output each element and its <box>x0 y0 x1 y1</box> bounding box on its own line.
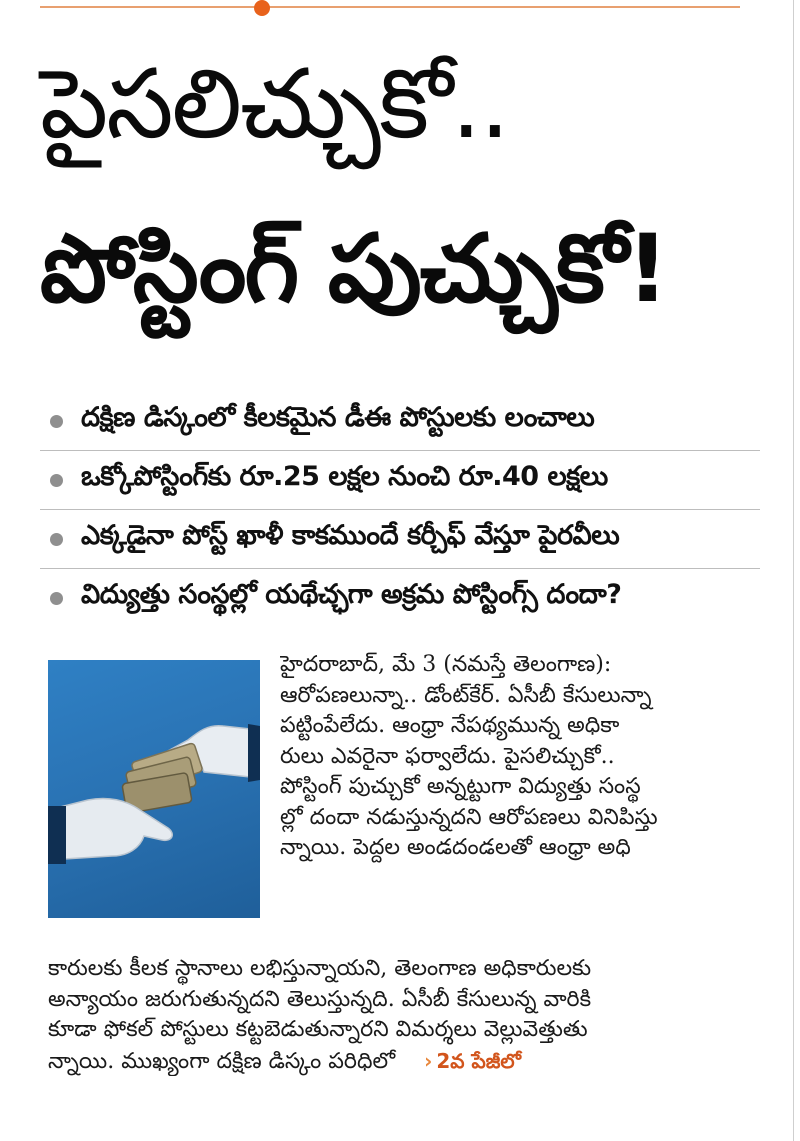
article-column-full-width <box>48 954 752 1076</box>
article-line: హైదరాబాద్, మే 3 (నమస్తే తెలంగాణ): <box>280 652 612 677</box>
article-line: రులు ఎవరైనా ఫర్వాలేదు. పైసలిచ్చుకో.. <box>280 743 615 769</box>
bullet-item <box>40 510 760 569</box>
article-line: కారులకు కీలక స్థానాలు లభిస్తున్నాయని, తెలంగాణ అధికారులకు <box>48 956 592 981</box>
bullet-dot-icon <box>50 415 63 428</box>
headline-line-2: పోస్టింగ్ పుచ్చుకో! <box>40 215 668 324</box>
bullet-dot-icon <box>50 533 63 546</box>
money-bundle-icon <box>122 743 203 814</box>
bullet-item <box>40 569 760 627</box>
hands-money-illustration <box>48 660 260 918</box>
article-last-line <box>48 1046 752 1077</box>
bullet-item <box>40 392 760 451</box>
bullet-list <box>40 392 760 627</box>
article-column-beside-photo <box>280 650 752 864</box>
bullet-text: విద్యుత్తు సంస్థల్లో యథేచ్ఛగా అక్రమ పోస్టింగ్స్ దందా? <box>81 579 622 610</box>
article-line: కూడా ఫోకల్ పోస్టులు కట్టబెడుతున్నారని విమర్శలు వెల్లువెత్తుతు <box>48 1017 588 1042</box>
continued-label: 2వ పేజీలో <box>436 1048 521 1073</box>
chevron-right-icon: › <box>424 1048 433 1073</box>
continued-on-page-link[interactable] <box>424 1049 521 1073</box>
bullet-text: ఒక్కోపోస్టింగ్‌కు రూ.25 లక్షల నుంచి రూ.40 లక్షలు <box>81 461 608 492</box>
article-line: పోస్టింగ్ పుచ్చుకో అన్నట్టుగా విద్యుత్తు సంస్థ <box>280 774 641 799</box>
article-line: న్నాయి. పెద్దల అండదండలతో ఆంధ్రా అధి <box>280 835 631 860</box>
article-line-text: న్నాయి. ముఖ్యంగా దక్షిణ డిస్కం పరిధిలో <box>48 1048 396 1074</box>
bullet-text: దక్షిణ డిస్కంలో కీలకమైన డీఈ పోస్టులకు లంచాలు <box>81 402 595 433</box>
article-line: అన్యాయం జరుగుతున్నదని తెలుస్తున్నది. ఏసీబీ కేసులున్న వారికి <box>48 986 592 1012</box>
article-line: ల్లో దందా నడుస్తున్నదని ఆరోపణలు వినిపిస్తు <box>280 804 658 830</box>
headline-line-1: పైసలిచ్చుకో.. <box>40 48 509 160</box>
article-line: పట్టింపేలేదు. ఆంధ్రా నేపథ్యమున్న అధికా <box>280 713 620 738</box>
article-line: ఆరోపణలున్నా.. డోంట్‌కేర్. ఏసీబీ కేసులున్నా <box>280 682 652 708</box>
top-dot-ornament <box>254 0 270 16</box>
top-rule <box>40 6 740 8</box>
bullet-dot-icon <box>50 474 63 487</box>
page-edge <box>793 0 794 1141</box>
headline <box>40 40 760 350</box>
bullet-item <box>40 451 760 510</box>
bribe-handover-photo <box>48 660 260 918</box>
bullet-dot-icon <box>50 592 63 605</box>
bullet-text: ఎక్కడైనా పోస్ట్ ఖాళీ కాకముందే కర్చీఫ్ వేస్తూ పైరవీలు <box>81 520 620 551</box>
